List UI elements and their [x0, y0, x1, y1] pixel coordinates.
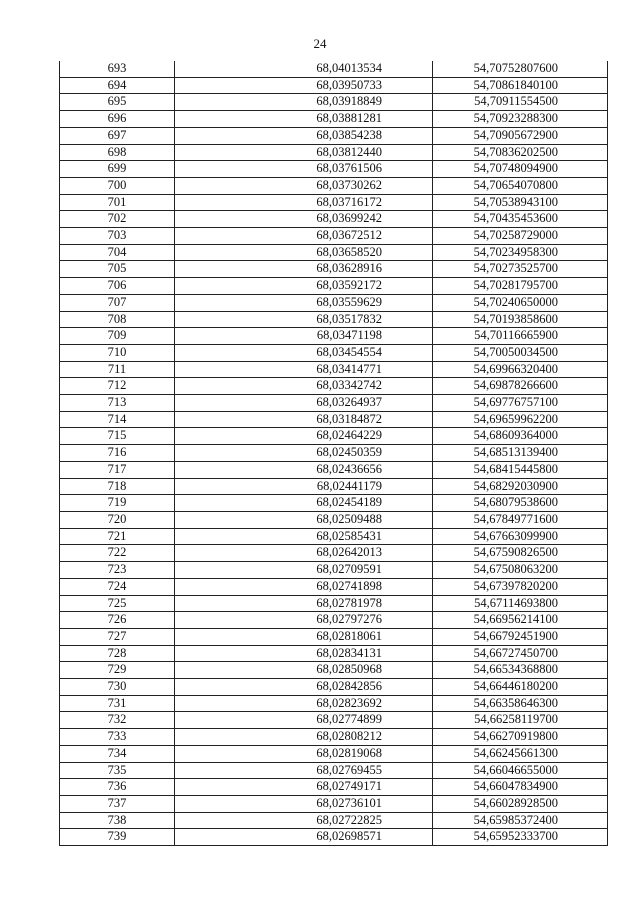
y-coordinate-cell: 54,70538943100	[433, 194, 608, 211]
y-coordinate-cell: 54,66446180200	[433, 679, 608, 696]
point-number-cell: 733	[60, 729, 175, 746]
point-number-cell: 724	[60, 578, 175, 595]
table-row	[60, 645, 608, 662]
x-coordinate-cell: 68,02642013	[175, 545, 433, 562]
table-row	[60, 762, 608, 779]
x-coordinate-cell: 68,02464229	[175, 428, 433, 445]
table-row	[60, 612, 608, 629]
point-number-cell: 699	[60, 161, 175, 178]
y-coordinate-cell: 54,66028928500	[433, 795, 608, 812]
x-coordinate-cell: 68,03761506	[175, 161, 433, 178]
x-coordinate-cell: 68,02450359	[175, 445, 433, 462]
x-coordinate-cell: 68,02698571	[175, 829, 433, 846]
y-coordinate-cell: 54,68415445800	[433, 461, 608, 478]
point-number-cell: 734	[60, 745, 175, 762]
x-coordinate-cell: 68,02769455	[175, 762, 433, 779]
point-number-cell: 710	[60, 344, 175, 361]
point-number-cell: 721	[60, 528, 175, 545]
table-row	[60, 94, 608, 111]
y-coordinate-cell: 54,70836202500	[433, 144, 608, 161]
y-coordinate-cell: 54,67508063200	[433, 562, 608, 579]
x-coordinate-cell: 68,03184872	[175, 411, 433, 428]
point-number-cell: 704	[60, 244, 175, 261]
y-coordinate-cell: 54,66245661300	[433, 745, 608, 762]
table-row	[60, 795, 608, 812]
x-coordinate-cell: 68,03628916	[175, 261, 433, 278]
table-row	[60, 194, 608, 211]
x-coordinate-cell: 68,02509488	[175, 511, 433, 528]
x-coordinate-cell: 68,02808212	[175, 729, 433, 746]
table-row	[60, 244, 608, 261]
point-number-cell: 706	[60, 278, 175, 295]
table-row	[60, 378, 608, 395]
y-coordinate-cell: 54,66046655000	[433, 762, 608, 779]
x-coordinate-cell: 68,02834131	[175, 645, 433, 662]
table-row	[60, 77, 608, 94]
table-row	[60, 411, 608, 428]
table-row	[60, 311, 608, 328]
point-number-cell: 725	[60, 595, 175, 612]
y-coordinate-cell: 54,67397820200	[433, 578, 608, 595]
x-coordinate-cell: 68,03592172	[175, 278, 433, 295]
y-coordinate-cell: 54,68292030900	[433, 478, 608, 495]
y-coordinate-cell: 54,66956214100	[433, 612, 608, 629]
x-coordinate-cell: 68,02441179	[175, 478, 433, 495]
y-coordinate-cell: 54,70654070800	[433, 177, 608, 194]
y-coordinate-cell: 54,67114693800	[433, 595, 608, 612]
point-number-cell: 735	[60, 762, 175, 779]
table-row	[60, 745, 608, 762]
point-number-cell: 719	[60, 495, 175, 512]
coordinates-table	[59, 61, 608, 846]
y-coordinate-cell: 54,66358646300	[433, 695, 608, 712]
table-row	[60, 562, 608, 579]
x-coordinate-cell: 68,02736101	[175, 795, 433, 812]
y-coordinate-cell: 54,65952333700	[433, 829, 608, 846]
table-row	[60, 127, 608, 144]
x-coordinate-cell: 68,02819068	[175, 745, 433, 762]
y-coordinate-cell: 54,70752807600	[433, 61, 608, 77]
y-coordinate-cell: 54,68513139400	[433, 445, 608, 462]
x-coordinate-cell: 68,02749171	[175, 779, 433, 796]
x-coordinate-cell: 68,02823692	[175, 695, 433, 712]
x-coordinate-cell: 68,03672512	[175, 228, 433, 245]
y-coordinate-cell: 54,70911554500	[433, 94, 608, 111]
point-number-cell: 694	[60, 77, 175, 94]
point-number-cell: 718	[60, 478, 175, 495]
table-row	[60, 679, 608, 696]
x-coordinate-cell: 68,02781978	[175, 595, 433, 612]
table-row	[60, 528, 608, 545]
y-coordinate-cell: 54,70281795700	[433, 278, 608, 295]
x-coordinate-cell: 68,03854238	[175, 127, 433, 144]
y-coordinate-cell: 54,70861840100	[433, 77, 608, 94]
x-coordinate-cell: 68,02709591	[175, 562, 433, 579]
y-coordinate-cell: 54,65985372400	[433, 812, 608, 829]
point-number-cell: 739	[60, 829, 175, 846]
x-coordinate-cell: 68,02797276	[175, 612, 433, 629]
x-coordinate-cell: 68,03559629	[175, 294, 433, 311]
table-row	[60, 545, 608, 562]
table-row	[60, 445, 608, 462]
x-coordinate-cell: 68,03471198	[175, 328, 433, 345]
point-number-cell: 732	[60, 712, 175, 729]
point-number-cell: 722	[60, 545, 175, 562]
point-number-cell: 717	[60, 461, 175, 478]
table-row	[60, 578, 608, 595]
point-number-cell: 726	[60, 612, 175, 629]
y-coordinate-cell: 54,70258729000	[433, 228, 608, 245]
x-coordinate-cell: 68,02741898	[175, 578, 433, 595]
table-row	[60, 628, 608, 645]
x-coordinate-cell: 68,03716172	[175, 194, 433, 211]
point-number-cell: 723	[60, 562, 175, 579]
point-number-cell: 715	[60, 428, 175, 445]
y-coordinate-cell: 54,69966320400	[433, 361, 608, 378]
table-row	[60, 361, 608, 378]
x-coordinate-cell: 68,02436656	[175, 461, 433, 478]
y-coordinate-cell: 54,67849771600	[433, 511, 608, 528]
y-coordinate-cell: 54,70234958300	[433, 244, 608, 261]
x-coordinate-cell: 68,03342742	[175, 378, 433, 395]
table-row	[60, 111, 608, 128]
y-coordinate-cell: 54,70923288300	[433, 111, 608, 128]
y-coordinate-cell: 54,70050034500	[433, 344, 608, 361]
y-coordinate-cell: 54,70193858600	[433, 311, 608, 328]
y-coordinate-cell: 54,69776757100	[433, 395, 608, 412]
point-number-cell: 727	[60, 628, 175, 645]
y-coordinate-cell: 54,66047834900	[433, 779, 608, 796]
y-coordinate-cell: 54,66534368800	[433, 662, 608, 679]
point-number-cell: 709	[60, 328, 175, 345]
table-row	[60, 211, 608, 228]
point-number-cell: 707	[60, 294, 175, 311]
x-coordinate-cell: 68,03517832	[175, 311, 433, 328]
x-coordinate-cell: 68,03812440	[175, 144, 433, 161]
x-coordinate-cell: 68,03414771	[175, 361, 433, 378]
y-coordinate-cell: 54,70116665900	[433, 328, 608, 345]
table-row	[60, 428, 608, 445]
table-row	[60, 261, 608, 278]
point-number-cell: 700	[60, 177, 175, 194]
table-row	[60, 161, 608, 178]
x-coordinate-cell: 68,02774899	[175, 712, 433, 729]
table-row	[60, 461, 608, 478]
point-number-cell: 705	[60, 261, 175, 278]
point-number-cell: 737	[60, 795, 175, 812]
table-row	[60, 278, 608, 295]
table-row	[60, 829, 608, 846]
x-coordinate-cell: 68,02818061	[175, 628, 433, 645]
x-coordinate-cell: 68,04013534	[175, 61, 433, 77]
table-row	[60, 395, 608, 412]
table-row	[60, 144, 608, 161]
table-row	[60, 729, 608, 746]
x-coordinate-cell: 68,03264937	[175, 395, 433, 412]
x-coordinate-cell: 68,02454189	[175, 495, 433, 512]
table-row	[60, 177, 608, 194]
y-coordinate-cell: 54,67590826500	[433, 545, 608, 562]
point-number-cell: 693	[60, 61, 175, 77]
x-coordinate-cell: 68,02722825	[175, 812, 433, 829]
y-coordinate-cell: 54,68079538600	[433, 495, 608, 512]
x-coordinate-cell: 68,03699242	[175, 211, 433, 228]
point-number-cell: 736	[60, 779, 175, 796]
point-number-cell: 714	[60, 411, 175, 428]
table-row	[60, 511, 608, 528]
y-coordinate-cell: 54,66258119700	[433, 712, 608, 729]
x-coordinate-cell: 68,03454554	[175, 344, 433, 361]
point-number-cell: 697	[60, 127, 175, 144]
point-number-cell: 701	[60, 194, 175, 211]
x-coordinate-cell: 68,03658520	[175, 244, 433, 261]
y-coordinate-cell: 54,66727450700	[433, 645, 608, 662]
x-coordinate-cell: 68,02585431	[175, 528, 433, 545]
y-coordinate-cell: 54,70905672900	[433, 127, 608, 144]
coordinates-table-body	[60, 61, 608, 846]
table-row	[60, 61, 608, 77]
point-number-cell: 708	[60, 311, 175, 328]
table-row	[60, 712, 608, 729]
x-coordinate-cell: 68,02842856	[175, 679, 433, 696]
table-row	[60, 495, 608, 512]
x-coordinate-cell: 68,03881281	[175, 111, 433, 128]
x-coordinate-cell: 68,03730262	[175, 177, 433, 194]
table-row	[60, 662, 608, 679]
point-number-cell: 712	[60, 378, 175, 395]
x-coordinate-cell: 68,02850968	[175, 662, 433, 679]
page-number: 24	[313, 36, 327, 51]
table-row	[60, 779, 608, 796]
table-row	[60, 695, 608, 712]
point-number-cell: 716	[60, 445, 175, 462]
point-number-cell: 731	[60, 695, 175, 712]
point-number-cell: 730	[60, 679, 175, 696]
point-number-cell: 703	[60, 228, 175, 245]
point-number-cell: 702	[60, 211, 175, 228]
y-coordinate-cell: 54,69659962200	[433, 411, 608, 428]
x-coordinate-cell: 68,03918849	[175, 94, 433, 111]
y-coordinate-cell: 54,70435453600	[433, 211, 608, 228]
y-coordinate-cell: 54,68609364000	[433, 428, 608, 445]
point-number-cell: 738	[60, 812, 175, 829]
table-row	[60, 228, 608, 245]
x-coordinate-cell: 68,03950733	[175, 77, 433, 94]
table-row	[60, 328, 608, 345]
table-row	[60, 478, 608, 495]
point-number-cell: 698	[60, 144, 175, 161]
point-number-cell: 720	[60, 511, 175, 528]
point-number-cell: 711	[60, 361, 175, 378]
point-number-cell: 728	[60, 645, 175, 662]
y-coordinate-cell: 54,70240650000	[433, 294, 608, 311]
y-coordinate-cell: 54,69878266600	[433, 378, 608, 395]
point-number-cell: 695	[60, 94, 175, 111]
y-coordinate-cell: 54,67663099900	[433, 528, 608, 545]
point-number-cell: 696	[60, 111, 175, 128]
y-coordinate-cell: 54,66792451900	[433, 628, 608, 645]
y-coordinate-cell: 54,70273525700	[433, 261, 608, 278]
table-row	[60, 294, 608, 311]
table-row	[60, 595, 608, 612]
y-coordinate-cell: 54,70748094900	[433, 161, 608, 178]
point-number-cell: 729	[60, 662, 175, 679]
point-number-cell: 713	[60, 395, 175, 412]
table-row	[60, 812, 608, 829]
y-coordinate-cell: 54,66270919800	[433, 729, 608, 746]
table-row	[60, 344, 608, 361]
